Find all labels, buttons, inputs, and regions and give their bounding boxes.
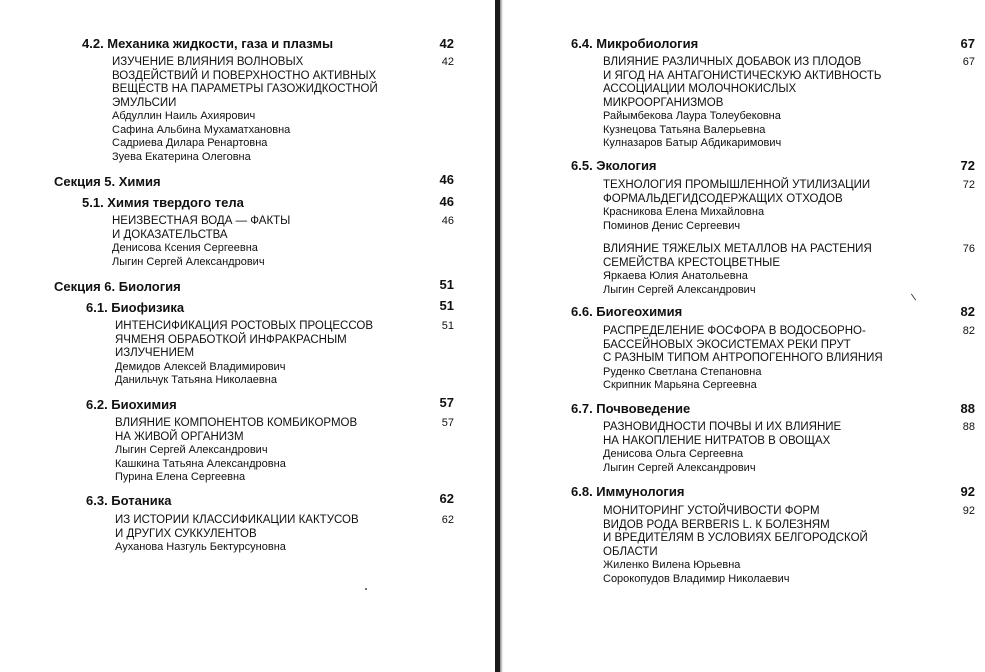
entry-title-line: РАЗНОВИДНОСТИ ПОЧВЫ И ИХ ВЛИЯНИЕ (603, 421, 842, 433)
toc-entry (603, 325, 883, 393)
entry-title-line: ВОЗДЕЙСТВИЙ И ПОВЕРХНОСТНО АКТИВНЫХ (112, 69, 377, 82)
toc-entry (115, 514, 359, 555)
entry-author: Кашкина Татьяна Александровна (115, 457, 286, 470)
entry-title-line: И ДОКАЗАТЕЛЬСТВА (112, 228, 228, 241)
entry-author: Данильчук Татьяна Николаевна (115, 374, 277, 386)
page-number: 82 (960, 304, 975, 319)
entry-author: Кузнецова Татьяна Валерьевна (603, 123, 766, 136)
entry-title-line: ИЗ ИСТОРИИ КЛАССИФИКАЦИИ КАКТУСОВ (115, 514, 359, 526)
entry-author: Лыгин Сергей Александрович (112, 255, 265, 268)
entry-title-line: ИЗЛУЧЕНИЕМ (115, 347, 195, 359)
entry-title-line: ВИДОВ РОДА BERBERIS L. К БОЛЕЗНЯМ (603, 518, 830, 531)
section-heading: 6.2. Биохимия (86, 397, 177, 412)
page-number: 88 (960, 401, 975, 416)
entry-author: Кулназаров Батыр Абдикаримович (603, 137, 782, 149)
entry-title-line: И ДРУГИХ СУККУЛЕНТОВ (115, 527, 257, 540)
section-heading: Секция 5. Химия (54, 174, 161, 189)
toc-entry (112, 56, 378, 164)
toc-entry (603, 56, 881, 151)
entry-title-line: НЕИЗВЕСТНАЯ ВОДА — ФАКТЫ (112, 215, 291, 227)
page-number: 51 (439, 277, 454, 292)
page-number: 46 (439, 194, 454, 209)
entry-title-line: НА НАКОПЛЕНИЕ НИТРАТОВ В ОВОЩАХ (603, 434, 831, 447)
page-number: 72 (960, 158, 975, 173)
toc-entry (603, 243, 872, 297)
entry-author: Зуева Екатерина Олеговна (112, 150, 251, 163)
toc-entry (115, 417, 357, 485)
entry-page-number: 46 (441, 215, 454, 227)
section-heading: 6.7. Почвоведение (571, 401, 691, 416)
entry-author: Абдуллин Наиль Ахиярович (112, 110, 256, 122)
entry-page-number: 51 (441, 320, 454, 332)
section-heading: 6.3. Ботаника (86, 493, 172, 508)
entry-title-line: ФОРМАЛЬДЕГИДСОДЕРЖАЩИХ ОТХОДОВ (603, 192, 843, 205)
entry-title-line: ВЛИЯНИЕ КОМПОНЕНТОВ КОМБИКОРМОВ (115, 417, 358, 429)
entry-title-line: АССОЦИАЦИИ МОЛОЧНОКИСЛЫХ (603, 83, 797, 95)
entry-title-line: СЕМЕЙСТВА КРЕСТОЦВЕТНЫЕ (603, 256, 781, 269)
page-number: 57 (439, 395, 454, 410)
entry-title-line: ЯЧМЕНЯ ОБРАБОТКОЙ ИНФРАКРАСНЫМ (115, 333, 347, 346)
entry-page-number: 92 (962, 505, 975, 517)
entry-title-line: МИКРООРГАНИЗМОВ (603, 96, 724, 109)
entry-title-line: НА ЖИВОЙ ОРГАНИЗМ (115, 430, 244, 443)
entry-author: Лыгин Сергей Александрович (603, 461, 756, 474)
entry-author: Денисова Ксения Сергеевна (112, 242, 258, 254)
entry-author: Лыгин Сергей Александрович (115, 444, 268, 456)
entry-author: Денисова Ольга Сергеевна (603, 448, 744, 460)
page-number: 42 (439, 36, 454, 51)
entry-page-number: 57 (441, 417, 454, 429)
entry-page-number: 82 (962, 325, 975, 337)
section-heading: 6.6. Биогеохимия (571, 304, 683, 319)
entry-page-number: 62 (441, 514, 454, 526)
entry-author: Руденко Светлана Степановна (603, 365, 762, 378)
entry-title-line: ИЗУЧЕНИЕ ВЛИЯНИЯ ВОЛНОВЫХ (112, 56, 304, 68)
entry-page-number: 76 (962, 243, 975, 255)
entry-title-line: ЭМУЛЬСИИ (112, 96, 177, 109)
entry-title-line: ТЕХНОЛОГИЯ ПРОМЫШЛЕННОЙ УТИЛИЗАЦИИ (603, 179, 871, 191)
entry-title-line: ВЛИЯНИЕ РАЗЛИЧНЫХ ДОБАВОК ИЗ ПЛОДОВ (603, 56, 862, 68)
scan-mark (911, 293, 916, 300)
entry-author: Пурина Елена Сергеевна (115, 471, 246, 483)
page-number: 92 (960, 484, 975, 499)
entry-title-line: И ЯГОД НА АНТАГОНИСТИЧЕСКУЮ АКТИВНОСТЬ (603, 69, 882, 82)
entry-author: Райымбекова Лаура Толеубековна (603, 110, 781, 122)
entry-page-number: 42 (441, 56, 454, 68)
page-number: 67 (960, 36, 975, 51)
entry-page-number: 67 (962, 56, 975, 68)
right-page (503, 0, 985, 672)
entry-title-line: ВЕЩЕСТВ НА ПАРАМЕТРЫ ГАЗОЖИДКОСТНОЙ (112, 83, 378, 95)
entry-author: Красникова Елена Михайловна (603, 206, 765, 218)
entry-title-line: ВЛИЯНИЕ ТЯЖЕЛЫХ МЕТАЛЛОВ НА РАСТЕНИЯ (603, 243, 872, 255)
toc-entry (603, 179, 870, 233)
section-heading: 6.1. Биофизика (86, 300, 185, 315)
entry-title-line: ОБЛАСТИ (603, 545, 658, 558)
entry-page-number: 72 (962, 179, 975, 191)
toc-entry (115, 320, 373, 388)
entry-author: Лыгин Сергей Александрович (603, 283, 756, 296)
entry-title-line: РАСПРЕДЕЛЕНИЕ ФОСФОРА В ВОДОСБОРНО- (603, 325, 866, 337)
entry-title-line: МОНИТОРИНГ УСТОЙЧИВОСТИ ФОРМ (603, 505, 820, 517)
section-heading: 6.5. Экология (571, 158, 657, 173)
entry-author: Сорокопудов Владимир Николаевич (603, 572, 790, 585)
section-heading: 6.4. Микробиология (571, 36, 699, 51)
entry-author: Яркаева Юлия Анатольевна (603, 270, 748, 282)
toc-entry (603, 505, 868, 586)
entry-author: Жиленко Вилена Юрьевна (603, 559, 741, 571)
entry-author: Демидов Алексей Владимирович (115, 360, 286, 373)
section-heading: 4.2. Механика жидкости, газа и плазмы (82, 36, 334, 51)
toc-entry (603, 421, 841, 475)
entry-author: Скрипник Марьяна Сергеевна (603, 379, 757, 391)
entry-author: Поминов Денис Сергеевич (603, 219, 741, 232)
scan-speck (365, 588, 367, 590)
entry-author: Садриева Дилара Ренартовна (112, 137, 268, 149)
entry-page-number: 88 (962, 421, 975, 433)
page-number: 46 (439, 172, 454, 187)
section-heading: Секция 6. Биология (54, 279, 181, 294)
entry-title-line: БАССЕЙНОВЫХ ЭКОСИСТЕМАХ РЕКИ ПРУТ (603, 338, 851, 351)
entry-author: Ауханова Назгуль Бектурсуновна (115, 541, 286, 553)
entry-title-line: ИНТЕНСИФИКАЦИЯ РОСТОВЫХ ПРОЦЕССОВ (115, 320, 374, 332)
section-heading: 5.1. Химия твердого тела (82, 195, 244, 210)
entry-title-line: С РАЗНЫМ ТИПОМ АНТРОПОГЕННОГО ВЛИЯНИЯ (603, 352, 883, 364)
toc-entry (112, 215, 290, 269)
entry-author: Сафина Альбина Мухаматхановна (112, 123, 291, 136)
entry-title-line: И ВРЕДИТЕЛЯМ В УСЛОВИЯХ БЕЛГОРОДСКОЙ (603, 532, 868, 544)
page-number: 62 (439, 491, 454, 506)
page-number: 51 (439, 298, 454, 313)
section-heading: 6.8. Иммунология (571, 484, 685, 499)
